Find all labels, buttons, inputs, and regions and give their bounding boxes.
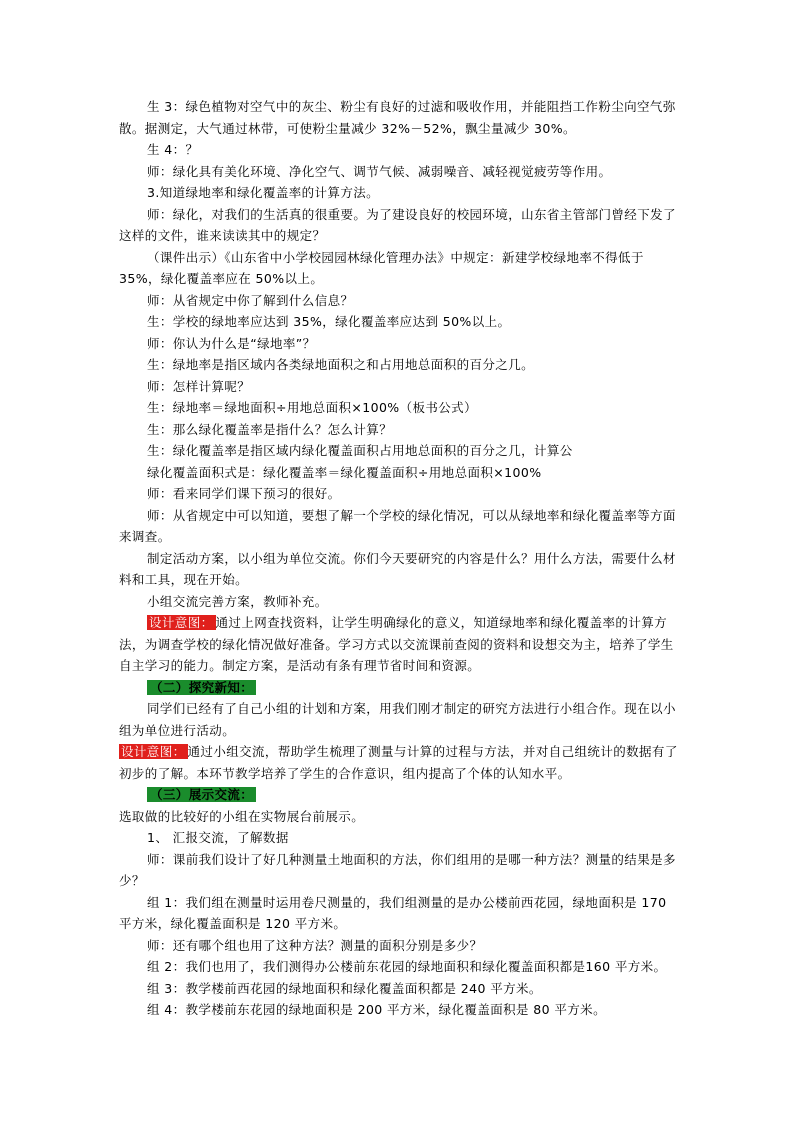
paragraph-text: 组 2：我们也用了，我们测得办公楼前东花园的绿地面积和绿化覆盖面积都是160 平方米。	[147, 959, 667, 974]
paragraph-text: 师：从省规定中可以知道，要想了解一个学校的绿化情况，可以从绿地率和绿化覆盖率等方面来调查。	[119, 507, 676, 544]
section-heading-explore	[119, 677, 679, 699]
paragraph-design-intent-2	[119, 741, 679, 784]
paragraph-text: 组 4：教学楼前东花园的绿地面积是 200 平方米，绿化覆盖面积是 80 平方米。	[147, 1002, 606, 1017]
paragraph-group-4	[119, 999, 679, 1021]
paragraph-text: （课件出示）《山东省中小学校园园林绿化管理办法》中规定：新建学校绿地率不得低于 35%，绿化覆盖率应在 50%以上。	[119, 249, 644, 286]
paragraph-text: 生 4：？	[147, 142, 199, 157]
paragraph-group-3	[119, 978, 679, 1000]
paragraph-text: 师：你认为什么是“绿地率”？	[147, 335, 316, 351]
paragraph-group-1	[119, 892, 679, 935]
paragraph-courseware	[119, 247, 679, 290]
paragraph-student-coverage-question	[119, 419, 679, 441]
paragraph-text: 组 3：教学楼前西花园的绿地面积和绿化覆盖面积都是 240 平方米。	[147, 980, 542, 996]
paragraph-text: 制定活动方案，以小组为单位交流。你们今天要研究的内容是什么？用什么方法，需要什么材料和工具，现在开始。	[119, 550, 676, 587]
document-body	[119, 96, 679, 1021]
design-intent-label: 设计意图：	[149, 615, 214, 630]
paragraph-step-3	[119, 182, 679, 204]
paragraph-formula-green-rate	[119, 397, 679, 419]
paragraph-text: 师：怎样计算呢？	[147, 378, 251, 394]
paragraph-text: 生：绿化覆盖率是指区域内绿化覆盖面积占用地总面积的百分之几，计算公	[147, 443, 573, 458]
paragraph-text: 生：学校的绿地率应达到 35%，绿化覆盖率应达到 50%以上。	[147, 314, 511, 329]
paragraph-text: 通过小组交流，帮助学生梳理了测量与计算的过程与方法，并对自己组统计的数据有了初步的了解。本环节教学培养了学生的合作意识，组内提高了个体的认知水平。	[119, 744, 678, 781]
paragraph-teacher-green-rate	[119, 333, 679, 355]
paragraph-text: 生 3：绿色植物对空气中的灰尘、粉尘有良好的过滤和吸收作用，并能阻挡工作粉尘向空气弥散。据测定，大气通过林带，可使粉尘量减少 32%－52%，飘尘量减少 30%。	[119, 99, 676, 136]
paragraph-text: 师：看来同学们课下预习的很好。	[147, 486, 341, 501]
paragraph-report-title	[119, 827, 679, 849]
paragraph-student-3	[119, 96, 679, 139]
paragraph-teacher-other-groups	[119, 935, 679, 957]
paragraph-teacher-method	[119, 849, 679, 892]
paragraph-text: 师：从省规定中你了解到什么信息？	[147, 292, 354, 308]
paragraph-text: 通过上网查找资料，让学生明确绿化的意义，知道绿地率和绿化覆盖率的计算方法，为调查学校的绿化情况做好准备。学习方式以交流课前查阅的资料和设想交为主，培养了学生自主学习的能力。制定方案，是活动有条有理节省时间和资源。	[119, 615, 674, 673]
paragraph-text: 师：绿化，对我们的生活真的很重要。为了建设良好的校园环境，山东省主管部门曾经下发了这样的文件，谁来读读其中的规定？	[119, 206, 676, 243]
paragraph-teacher-regulation	[119, 204, 679, 247]
paragraph-group-cooperation	[119, 698, 679, 741]
paragraph-text: 生：绿地率＝绿地面积÷用地总面积×100%（板书公式）	[147, 400, 477, 415]
design-intent-label: 设计意图：	[121, 744, 186, 759]
paragraph-group-exchange	[119, 591, 679, 613]
section-heading-show	[119, 784, 679, 806]
paragraph-student-answer	[119, 311, 679, 333]
paragraph-text: 生：那么绿化覆盖率是指什么？怎么计算？	[147, 421, 393, 437]
paragraph-design-intent-1	[119, 612, 679, 677]
paragraph-text: 1、 汇报交流，了解数据	[147, 830, 289, 845]
paragraph-text: 师：绿化具有美化环境、净化空气、调节气候、减弱噪音、减轻视觉疲劳等作用。	[147, 163, 612, 179]
paragraph-text: 绿化覆盖面积式是：绿化覆盖率＝绿化覆盖面积÷用地总面积×100%	[147, 464, 542, 480]
paragraph-text: 生：绿地率是指区域内各类绿地面积之和占用地总面积的百分之几。	[147, 357, 535, 372]
paragraph-student-green-rate-def	[119, 354, 679, 376]
paragraph-text: 小组交流完善方案，教师补充。	[147, 593, 328, 609]
paragraph-teacher-preview	[119, 483, 679, 505]
paragraph-text: 选取做的比较好的小组在实物展台前展示。	[119, 808, 365, 824]
paragraph-group-2	[119, 956, 679, 978]
section-heading-label: （三）展示交流：	[147, 787, 256, 802]
paragraph-teacher-how	[119, 376, 679, 398]
paragraph-student-4	[119, 139, 679, 161]
paragraph-plan-activity	[119, 548, 679, 591]
paragraph-text: 3.知道绿地率和绿化覆盖率的计算方法。	[147, 185, 380, 200]
paragraph-teacher-question	[119, 290, 679, 312]
paragraph-select-groups	[119, 806, 679, 828]
paragraph-text: 组 1：我们组在测量时运用卷尺测量的，我们组测量的是办公楼前西花园，绿地面积是 170 平方米，绿化覆盖面积是 120 平方米。	[119, 894, 667, 931]
paragraph-text: 同学们已经有了自己小组的计划和方案，用我们刚才制定的研究方法进行小组合作。现在以小组为单位进行活动。	[119, 701, 676, 738]
paragraph-text: 师：课前我们设计了好几种测量土地面积的方法，你们组用的是哪一种方法？测量的结果是多少？	[119, 851, 676, 888]
paragraph-student-coverage-def	[119, 440, 679, 462]
paragraph-teacher-greening-effects	[119, 161, 679, 183]
paragraph-formula-coverage	[119, 462, 679, 484]
section-heading-label: （二）探究新知：	[147, 680, 256, 695]
paragraph-text: 师：还有哪个组也用了这种方法？测量的面积分别是多少？	[147, 937, 483, 953]
paragraph-teacher-survey	[119, 505, 679, 548]
